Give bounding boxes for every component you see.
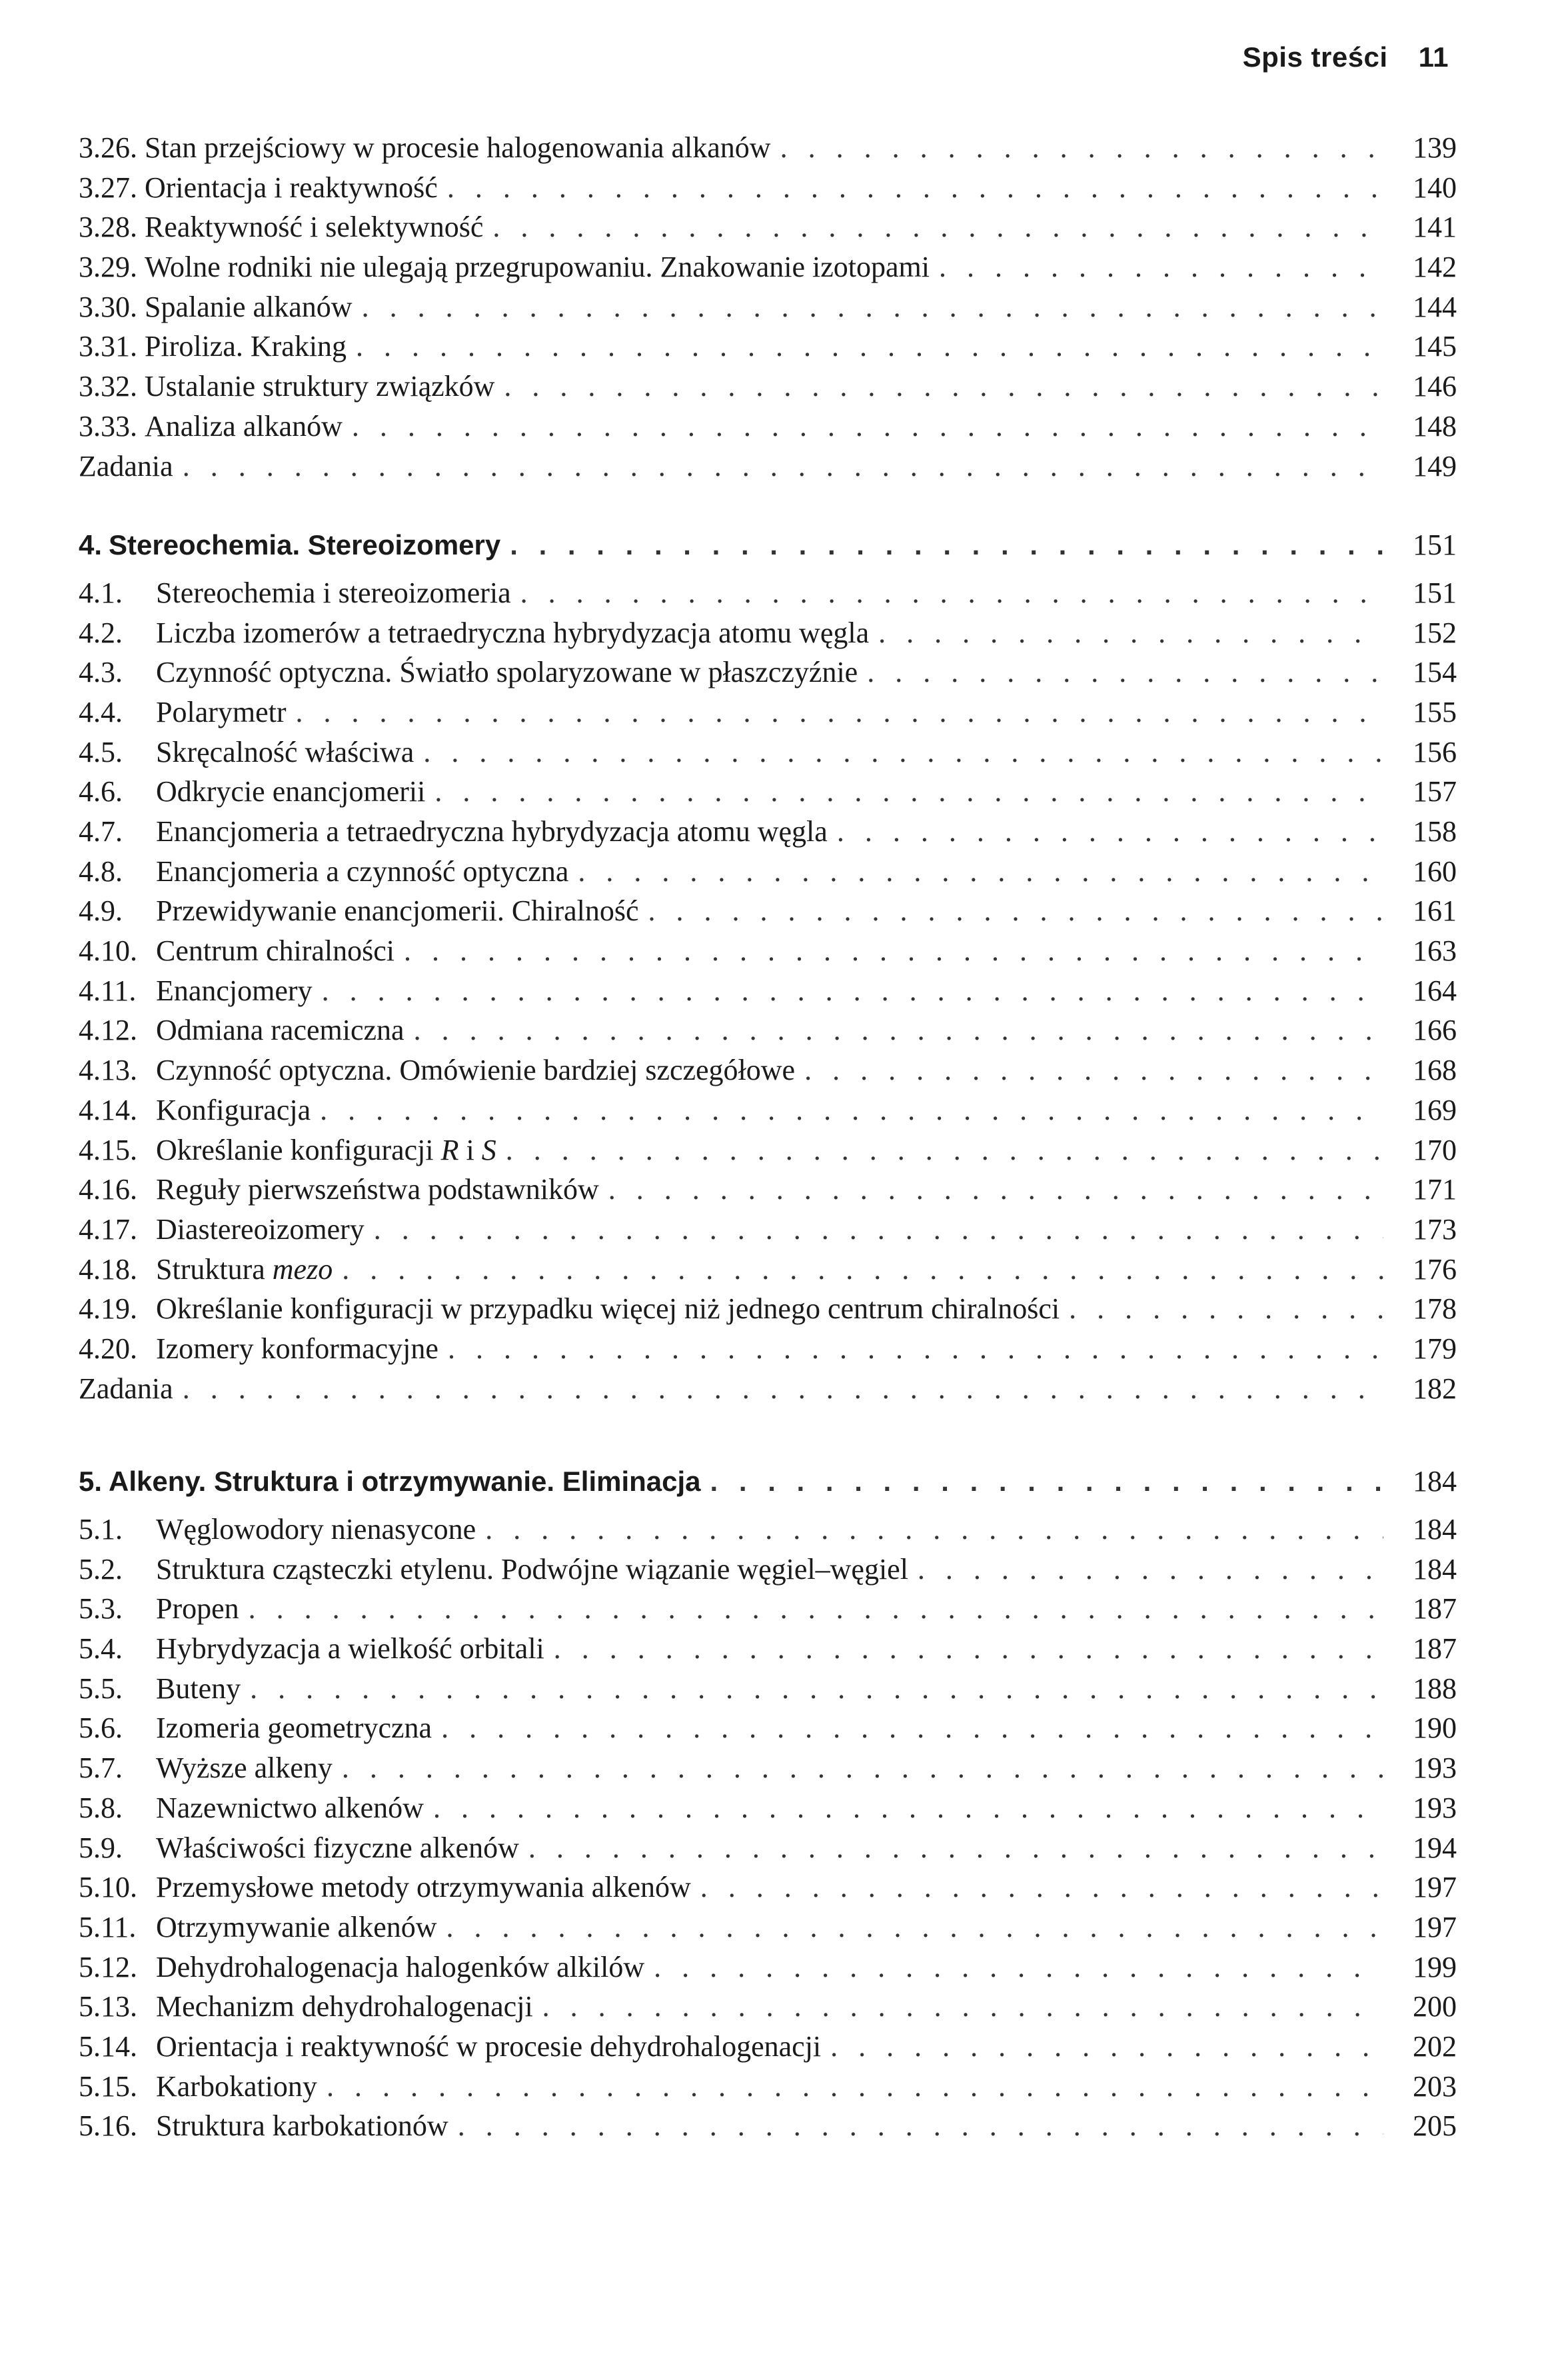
entry-number: 5.15. (79, 2069, 137, 2103)
entry-page: 200 (1413, 1990, 1457, 2023)
entry-title: Określanie konfiguracji R i S (156, 1133, 496, 1166)
entry-page: 187 (1413, 1592, 1457, 1626)
toc-entry[interactable] (79, 1589, 1457, 1629)
leader-dots (915, 1550, 1383, 1590)
entry-title: Buteny (156, 1672, 241, 1705)
entry-title: Przemysłowe metody otrzymywania alkenów (156, 1871, 691, 1904)
entry-page: 161 (1413, 894, 1457, 928)
entry-number: 3.31. (79, 330, 145, 363)
entry-page: 171 (1413, 1173, 1457, 1206)
toc-entry[interactable] (79, 1289, 1457, 1329)
toc-entry[interactable] (79, 1250, 1457, 1290)
entry-page: 170 (1413, 1133, 1457, 1166)
leader-dots (180, 1369, 1383, 1409)
toc-entry[interactable] (79, 1510, 1457, 1550)
entry-title: Struktura karbokationów (156, 2109, 448, 2143)
toc-entry[interactable] (79, 207, 1457, 247)
entry-title: Stan przejściowy w procesie halogenowania alkanów (145, 131, 771, 164)
entry-page: 194 (1413, 1831, 1457, 1864)
entry-page: 168 (1413, 1054, 1457, 1087)
entry-title: Orientacja i reaktywność (145, 171, 438, 204)
toc-entry[interactable] (79, 891, 1457, 931)
entry-title: Wolne rodniki nie ulegają przegrupowaniu. Znakowanie izotopami (145, 251, 930, 284)
entry-title: Propen (156, 1592, 239, 1626)
toc-entry[interactable] (79, 128, 1457, 168)
toc-entry[interactable] (79, 287, 1457, 327)
toc-entry[interactable] (79, 407, 1457, 447)
leader-dots (802, 1050, 1383, 1090)
leader-dots (432, 772, 1383, 812)
toc-entry[interactable] (79, 1987, 1457, 2027)
entry-page: 182 (1413, 1372, 1457, 1405)
chapter-5-entries (79, 1510, 1457, 2146)
leader-dots (444, 168, 1383, 208)
toc-entry[interactable] (79, 1090, 1457, 1130)
toc-entry[interactable] (79, 812, 1457, 852)
leader-dots (371, 1210, 1383, 1250)
entry-number: 5.13. (79, 1990, 137, 2023)
toc-chapter-5[interactable] (79, 1462, 1457, 1502)
leader-dots (444, 1907, 1383, 1947)
entry-page: 202 (1413, 2029, 1457, 2063)
toc-entry-exercises-3[interactable] (79, 447, 1457, 487)
leader-dots (828, 2027, 1383, 2067)
entry-title: Enancjomeria a czynność optyczna (156, 854, 569, 888)
entry-page: 140 (1413, 171, 1457, 204)
entry-title: Przewidywanie enancjomerii. Chiralność (156, 894, 639, 928)
toc-entry[interactable] (79, 1130, 1457, 1170)
entry-number: 5.10. (79, 1871, 137, 1904)
entry-number: 4.8. (79, 854, 123, 888)
entry-title: Ustalanie struktury związków (145, 370, 495, 403)
entry-title: Polarymetr (156, 695, 287, 728)
entry-page: 197 (1413, 1871, 1457, 1904)
entry-page: 178 (1413, 1292, 1457, 1326)
entry-title: Określanie konfiguracji w przypadku więcej niż jednego centrum chiralności (156, 1292, 1060, 1326)
entry-title: Właściwości fizyczne alkenów (156, 1831, 519, 1864)
leader-dots (349, 407, 1383, 447)
leader-dots (319, 971, 1383, 1011)
leader-dots (293, 692, 1383, 732)
leader-dots (698, 1867, 1383, 1907)
entry-title: Reaktywność i selektywność (145, 211, 484, 244)
toc-entry[interactable] (79, 1050, 1457, 1090)
entry-page: 163 (1413, 934, 1457, 968)
entry-title: Diastereoizomery (156, 1212, 365, 1246)
entry-number: 5.8. (79, 1791, 123, 1824)
toc-entry[interactable] (79, 613, 1457, 653)
toc-entry[interactable] (79, 2106, 1457, 2146)
entry-page: 142 (1413, 251, 1457, 284)
entry-page: 157 (1413, 775, 1457, 808)
leader-dots (359, 287, 1383, 327)
toc-entry-exercises-4[interactable] (79, 1369, 1457, 1409)
toc-entry[interactable] (79, 1708, 1457, 1748)
toc-entry[interactable] (79, 1828, 1457, 1868)
entry-title: Orientacja i reaktywność w procesie dehydrohalogenacji (156, 2029, 822, 2063)
toc-entry[interactable] (79, 1748, 1457, 1788)
leader-dots (430, 1788, 1383, 1828)
entry-number: 5.9. (79, 1831, 123, 1864)
leader-dots (482, 1510, 1383, 1550)
entry-page: 141 (1413, 211, 1457, 244)
entry-title: Wyższe alkeny (156, 1752, 333, 1785)
entry-title: Izomery konformacyjne (156, 1332, 438, 1365)
entry-number: 5.14. (79, 2029, 137, 2063)
entry-page: 169 (1413, 1093, 1457, 1126)
entry-number: 4.20. (79, 1332, 137, 1365)
leader-dots (339, 1250, 1383, 1290)
section-3-entries (79, 128, 1457, 447)
table-of-contents (79, 128, 1457, 2146)
leader-dots (317, 1090, 1383, 1130)
chapter-title: Stereochemia. Stereoizomery (109, 529, 501, 561)
entry-page: 156 (1413, 735, 1457, 768)
leader-dots (324, 2067, 1383, 2107)
entry-page: 160 (1413, 854, 1457, 888)
entry-page: 155 (1413, 695, 1457, 728)
toc-entry[interactable] (79, 2067, 1457, 2107)
entry-title: Zadania (79, 449, 173, 483)
toc-entry[interactable] (79, 2027, 1457, 2067)
entry-number: 5.7. (79, 1752, 123, 1785)
toc-entry[interactable] (79, 1329, 1457, 1369)
entry-number: 4.17. (79, 1212, 137, 1246)
entry-number: 3.30. (79, 290, 145, 323)
leader-dots (575, 852, 1383, 892)
entry-number: 4.1. (79, 576, 123, 609)
entry-title: Węglowodory nienasycone (156, 1513, 476, 1546)
entry-number: 3.26. (79, 131, 145, 164)
entry-number: 4.7. (79, 815, 123, 848)
toc-entry[interactable] (79, 1867, 1457, 1907)
entry-title: Hybrydyzacja a wielkość orbitali (156, 1632, 544, 1666)
entry-number: 3.27. (79, 171, 145, 204)
leader-dots (411, 1010, 1383, 1050)
entry-title: Nazewnictwo alkenów (156, 1791, 424, 1824)
leader-dots (507, 525, 1383, 565)
entry-page: 193 (1413, 1791, 1457, 1824)
leader-dots (246, 1589, 1383, 1629)
entry-title: Reguły pierwszeństwa podstawników (156, 1173, 599, 1206)
entry-page: 184 (1413, 1552, 1457, 1586)
toc-entry[interactable] (79, 1550, 1457, 1590)
entry-number: 4.3. (79, 656, 123, 689)
entry-title: Centrum chiralności (156, 934, 395, 968)
entry-title: Stereochemia i stereoizomeria (156, 576, 511, 609)
leader-dots (490, 207, 1383, 247)
entry-number: 4.15. (79, 1133, 137, 1166)
leader-dots (540, 1987, 1383, 2027)
entry-page: 151 (1413, 576, 1457, 609)
leader-dots (420, 732, 1383, 772)
entry-page: 203 (1413, 2069, 1457, 2103)
entry-title: Czynność optyczna. Światło spolaryzowane w płaszczyźnie (156, 656, 858, 689)
entry-number: 5.1. (79, 1513, 123, 1546)
leader-dots (834, 812, 1383, 852)
leader-dots (455, 2106, 1383, 2146)
toc-entry[interactable] (79, 1669, 1457, 1709)
entry-page: 152 (1413, 616, 1457, 649)
toc-entry[interactable] (79, 247, 1457, 287)
entry-page: 193 (1413, 1752, 1457, 1785)
entry-number: 4.9. (79, 894, 123, 928)
toc-chapter-4[interactable] (79, 525, 1457, 565)
entry-page: 190 (1413, 1712, 1457, 1745)
entry-page: 154 (1413, 656, 1457, 689)
entry-number: 4.10. (79, 934, 137, 968)
leader-dots (445, 1329, 1383, 1369)
entry-title: Analiza alkanów (145, 409, 343, 443)
entry-number: 5.16. (79, 2109, 137, 2143)
chapter-page: 184 (1413, 1465, 1457, 1498)
leader-dots (936, 247, 1383, 287)
chapter-number: 4. (79, 529, 103, 561)
toc-entry[interactable] (79, 852, 1457, 892)
entry-title: Odmiana racemiczna (156, 1014, 404, 1047)
entry-title: Skręcalność właściwa (156, 735, 414, 768)
leader-dots (438, 1708, 1383, 1748)
leader-dots (606, 1170, 1383, 1210)
toc-entry[interactable] (79, 1170, 1457, 1210)
leader-dots (247, 1669, 1383, 1709)
chapter-4-entries (79, 573, 1457, 1369)
entry-page: 144 (1413, 290, 1457, 323)
running-head (1243, 41, 1449, 73)
entry-number: 4.4. (79, 695, 123, 728)
entry-page: 179 (1413, 1332, 1457, 1365)
entry-page: 158 (1413, 815, 1457, 848)
leader-dots (339, 1748, 1383, 1788)
entry-page: 188 (1413, 1672, 1457, 1705)
entry-title: Konfiguracja (156, 1093, 311, 1126)
toc-entry[interactable] (79, 1907, 1457, 1947)
chapter-title: Alkeny. Struktura i otrzymywanie. Eliminacja (109, 1466, 701, 1498)
entry-number: 3.29. (79, 251, 145, 284)
leader-dots (503, 1130, 1383, 1170)
entry-number: 5.5. (79, 1672, 123, 1705)
running-head-title: Spis treści (1242, 41, 1388, 73)
leader-dots (551, 1629, 1383, 1669)
entry-title: Struktura cząsteczki etylenu. Podwójne wiązanie węgiel–węgiel (156, 1552, 908, 1586)
entry-page: 184 (1413, 1513, 1457, 1546)
entry-number: 5.2. (79, 1552, 123, 1586)
entry-title: Enancjomery (156, 974, 313, 1007)
toc-entry[interactable] (79, 1010, 1457, 1050)
entry-page: 148 (1413, 409, 1457, 443)
toc-entry[interactable] (79, 931, 1457, 971)
entry-page: 173 (1413, 1212, 1457, 1246)
entry-number: 4.6. (79, 775, 123, 808)
entry-number: 4.19. (79, 1292, 137, 1326)
entry-title: Czynność optyczna. Omówienie bardziej szczegółowe (156, 1054, 796, 1087)
toc-entry[interactable] (79, 732, 1457, 772)
entry-title: Spalanie alkanów (145, 290, 353, 323)
entry-number: 5.4. (79, 1632, 123, 1666)
toc-entry[interactable] (79, 367, 1457, 407)
entry-title: Struktura mezo (156, 1252, 333, 1286)
entry-number: 5.12. (79, 1950, 137, 1983)
entry-number: 4.13. (79, 1054, 137, 1087)
entry-page: 146 (1413, 370, 1457, 403)
entry-title: Mechanizm dehydrohalogenacji (156, 1990, 533, 2023)
toc-entry[interactable] (79, 327, 1457, 367)
entry-number: 4.5. (79, 735, 123, 768)
entry-title: Otrzymywanie alkenów (156, 1910, 437, 1943)
entry-number: 4.18. (79, 1252, 137, 1286)
entry-number: 4.14. (79, 1093, 137, 1126)
leader-dots (864, 652, 1383, 692)
entry-number: 4.16. (79, 1173, 137, 1206)
leader-dots (401, 931, 1383, 971)
leader-dots (1066, 1289, 1383, 1329)
page-number: 11 (1418, 41, 1449, 73)
toc-entry[interactable] (79, 652, 1457, 692)
entry-number: 4.12. (79, 1014, 137, 1047)
leader-dots (353, 327, 1383, 367)
entry-number: 3.32. (79, 370, 145, 403)
entry-page: 197 (1413, 1910, 1457, 1943)
entry-page: 176 (1413, 1252, 1457, 1286)
leader-dots (876, 613, 1383, 653)
toc-entry[interactable] (79, 1210, 1457, 1250)
entry-page: 205 (1413, 2109, 1457, 2143)
chapter-page: 151 (1413, 529, 1457, 562)
leader-dots (708, 1462, 1383, 1502)
entry-number: 5.11. (79, 1910, 137, 1943)
toc-entry[interactable] (79, 772, 1457, 812)
entry-title: Dehydrohalogenacja halogenków alkilów (156, 1950, 645, 1983)
entry-title: Piroliza. Kraking (145, 330, 347, 363)
entry-title: Karbokationy (156, 2069, 317, 2103)
leader-dots (518, 573, 1383, 613)
toc-entry[interactable] (79, 971, 1457, 1011)
entry-page: 199 (1413, 1950, 1457, 1983)
leader-dots (646, 891, 1383, 931)
entry-page: 149 (1413, 449, 1457, 483)
entry-title: Izomeria geometryczna (156, 1712, 432, 1745)
entry-title: Liczba izomerów a tetraedryczna hybrydyzacja atomu węgla (156, 616, 870, 649)
entry-title: Enancjomeria a tetraedryczna hybrydyzacja atomu węgla (156, 815, 828, 848)
entry-number: 4.2. (79, 616, 123, 649)
toc-entry[interactable] (79, 1788, 1457, 1828)
entry-page: 139 (1413, 131, 1457, 164)
leader-dots (180, 447, 1383, 487)
leader-dots (778, 128, 1383, 168)
entry-title: Zadania (79, 1372, 173, 1405)
leader-dots (501, 367, 1383, 407)
entry-page: 164 (1413, 974, 1457, 1007)
entry-number: 5.6. (79, 1712, 123, 1745)
toc-entry[interactable] (79, 1629, 1457, 1669)
toc-entry[interactable] (79, 168, 1457, 208)
toc-entry[interactable] (79, 573, 1457, 613)
entry-number: 3.33. (79, 409, 145, 443)
entry-number: 5.3. (79, 1592, 123, 1626)
chapter-number: 5. (79, 1466, 103, 1498)
entry-page: 145 (1413, 330, 1457, 363)
entry-title: Odkrycie enancjomerii (156, 775, 426, 808)
leader-dots (526, 1828, 1383, 1868)
toc-entry[interactable] (79, 692, 1457, 732)
entry-page: 166 (1413, 1014, 1457, 1047)
entry-number: 3.28. (79, 211, 145, 244)
entry-page: 187 (1413, 1632, 1457, 1666)
toc-entry[interactable] (79, 1947, 1457, 1987)
entry-number: 4.11. (79, 974, 137, 1007)
leader-dots (651, 1947, 1383, 1987)
